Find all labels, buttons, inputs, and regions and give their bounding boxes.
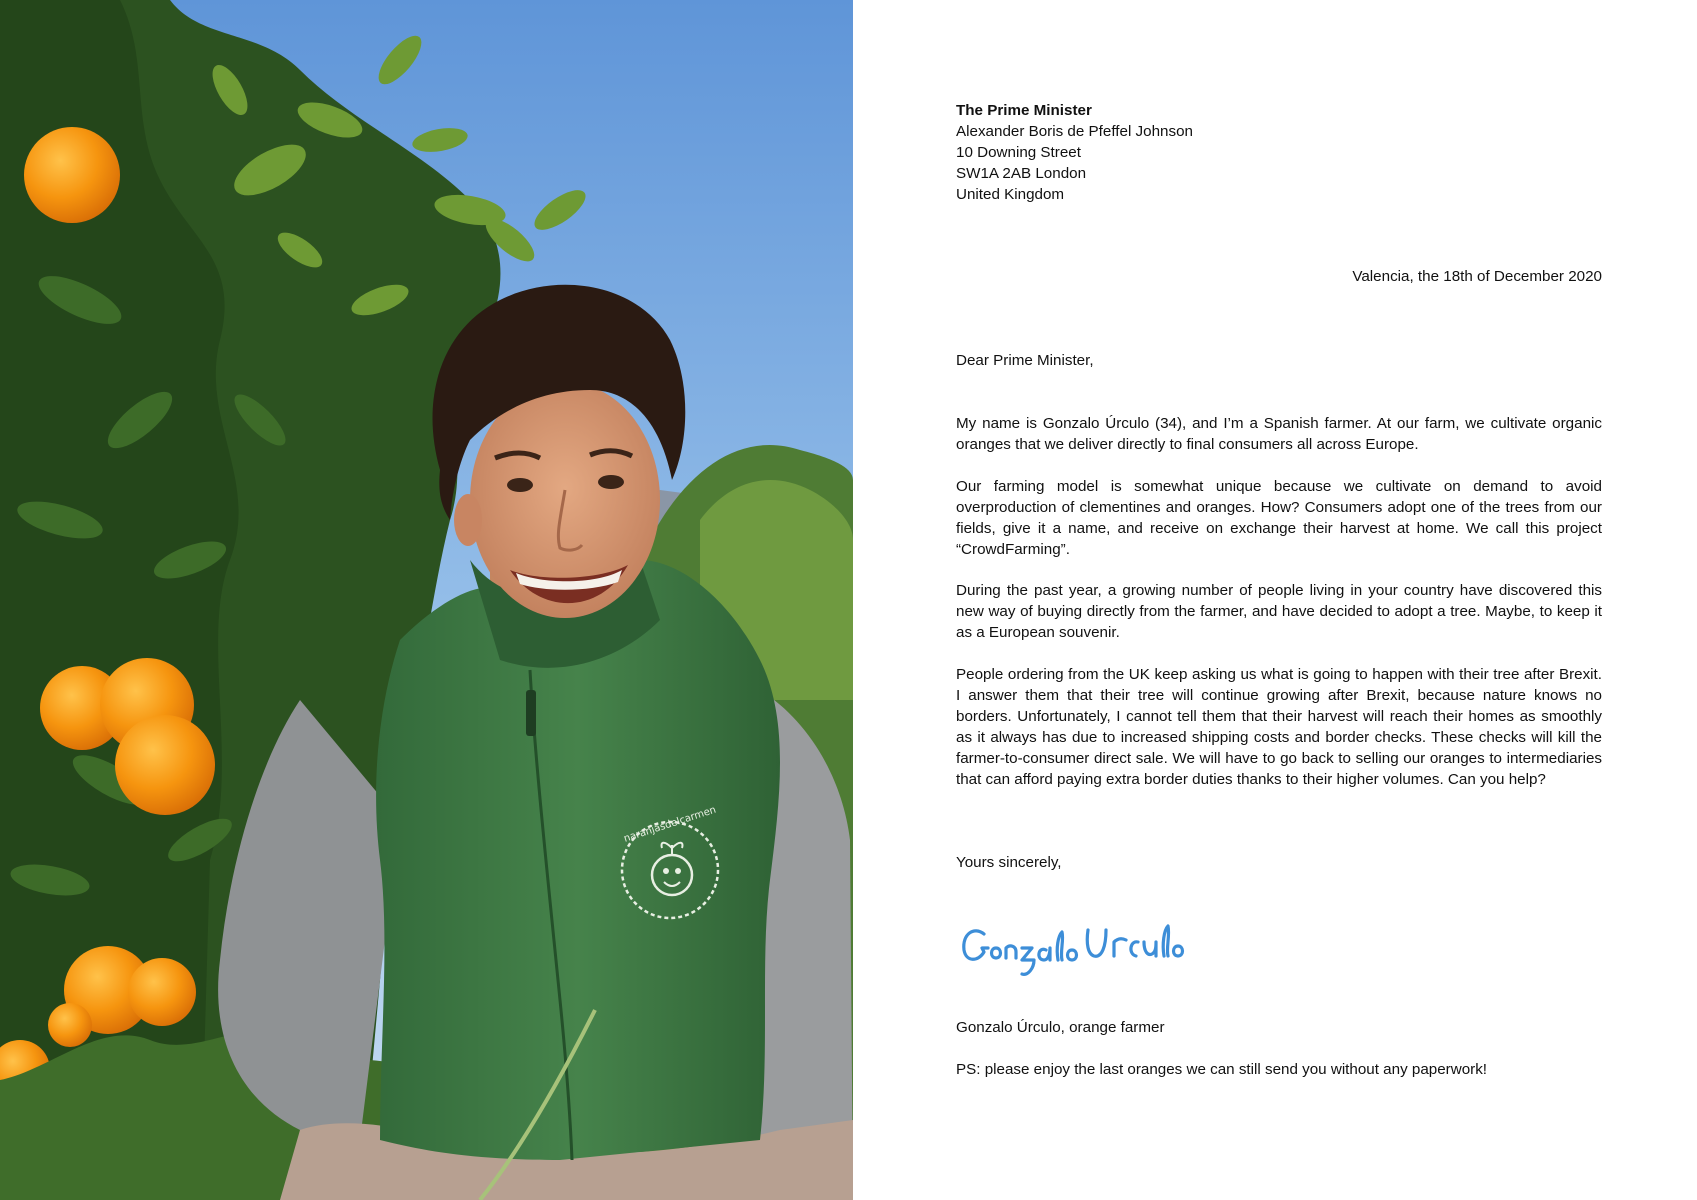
recipient-title: The Prime Minister	[956, 102, 1092, 119]
paragraph-uk-customers: During the past year, a growing number of people living in your country have discovered this new way of buying directly from the farmer, and have decided to adopt a tree. Maybe, to keep it as a European souvenir.	[956, 582, 1602, 641]
right-eye	[598, 475, 624, 489]
postscript: PS: please enjoy the last oranges we can still send you without any paperwork!	[956, 1061, 1488, 1078]
salutation: Dear Prime Minister,	[956, 352, 1094, 369]
recipient-postcode-city: SW1A 2AB London	[956, 165, 1087, 182]
recipient-country: United Kingdom	[956, 186, 1065, 203]
signatory-name: Gonzalo Úrculo, orange farmer	[956, 1019, 1165, 1036]
vest-logo-text: naranjasdelcarmen	[622, 804, 718, 845]
left-eye	[507, 478, 533, 492]
paragraph-farming-model: Our farming model is somewhat unique because we cultivate on demand to avoid overproduction of clementines and oranges. How? Consumers adopt one of the trees from our fields, give it a name, and receive on exchange their harvest at home. We call this project “CrowdFarming”.	[956, 478, 1602, 558]
paragraph-brexit: People ordering from the UK keep asking us what is going to happen with their tree after Brexit. I answer them that their tree will continue growing after Brexit, because nature knows no borders. Unfortunately, I cannot tell them that their harvest will reach their homes as smoothly as it always has due to increased shipping costs and border checks. These checks will kill the farmer-to-consumer direct sale. We will have to go back to selling our oranges to intermediaries that can afford paying extra border duties thanks to their higher volumes. Can you help?	[956, 666, 1602, 788]
closing: Yours sincerely,	[956, 854, 1062, 871]
recipient-street: 10 Downing Street	[956, 144, 1081, 161]
handwritten-signature	[960, 918, 1190, 980]
letter	[956, 0, 1602, 1200]
orange-fruit	[115, 715, 215, 815]
zipper-pull	[526, 690, 536, 736]
orange-fruit	[48, 1003, 92, 1047]
letter-date: Valencia, the 18th of December 2020	[1352, 268, 1602, 285]
recipient-address	[956, 100, 1602, 205]
recipient-name: Alexander Boris de Pfeffel Johnson	[956, 123, 1193, 140]
paragraph-intro: My name is Gonzalo Úrculo (34), and I’m a Spanish farmer. At our farm, we cultivate organic oranges that we deliver directly to final consumers all across Europe.	[956, 415, 1602, 453]
orange-fruit	[128, 958, 196, 1026]
orange-fruit	[24, 127, 120, 223]
